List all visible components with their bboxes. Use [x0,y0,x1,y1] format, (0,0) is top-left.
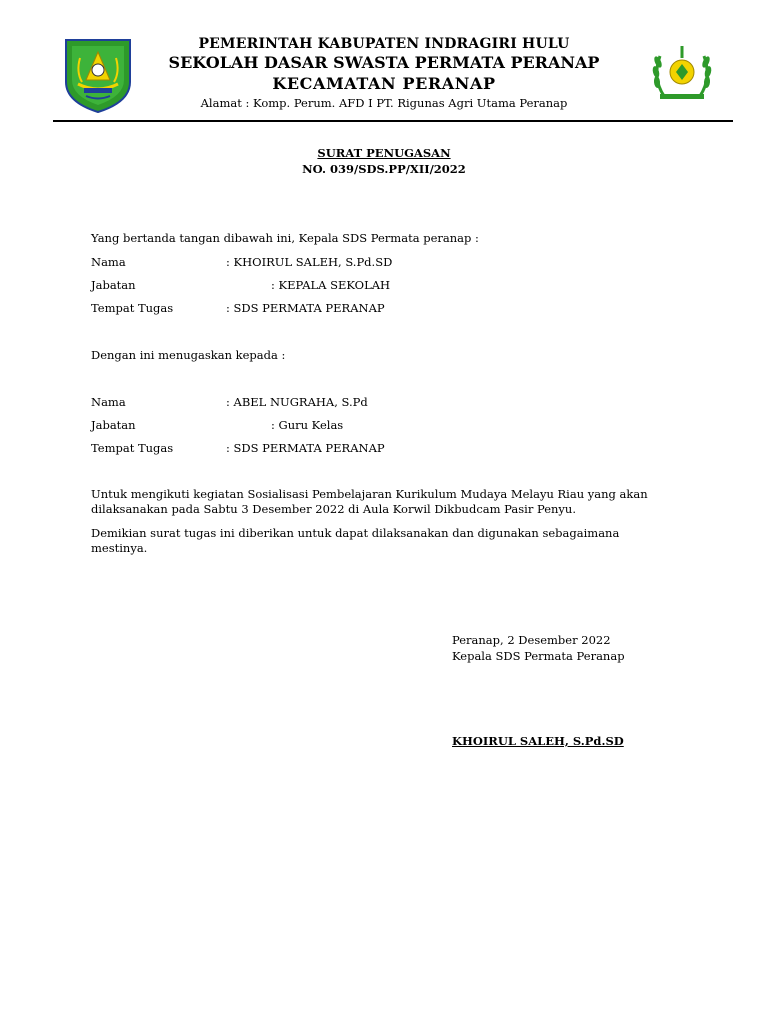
purpose-text-line1: Untuk mengikuti kegiatan Sosialisasi Pembelajaran Kurikulum Mudaya Melayu Riau yang akan [91,487,648,501]
signer-place-label: Tempat Tugas [91,301,174,315]
signer-name-label: Nama [91,255,126,269]
letter-title: SURAT PENUGASAN [317,146,451,160]
assignee-name-label: Nama [91,395,126,409]
school-address: Alamat : Komp. Perum. AFD I PT. Rigunas Agri Utama Peranap [200,96,568,110]
signer-name-value: : KHOIRUL SALEH, S.Pd.SD [226,255,393,269]
signature-place-date: Peranap, 2 Desember 2022 [452,633,611,647]
letterhead-divider [53,120,733,122]
assignee-place-value: : SDS PERMATA PERANAP [226,441,385,455]
assignee-name-value: : ABEL NUGRAHA, S.Pd [226,395,368,409]
letter-number: NO. 039/SDS.PP/XII/2022 [302,162,466,176]
closing-text-line1: Demikian surat tugas ini diberikan untuk dapat dilaksanakan dan digunakan sebagaimana [91,526,620,540]
government-name: PEMERINTAH KABUPATEN INDRAGIRI HULU [198,36,570,52]
school-name: SEKOLAH DASAR SWASTA PERMATA PERANAP [168,53,600,72]
signature-role: Kepala SDS Permata Peranap [452,649,625,663]
signer-position-label: Jabatan [91,278,136,292]
intro-text: Yang bertanda tangan dibawah ini, Kepala SDS Permata peranap : [91,231,479,245]
purpose-text-line2: dilaksanakan pada Sabtu 3 Desember 2022 di Aula Korwil Dikbudcam Pasir Penyu. [91,502,576,516]
district-name: KECAMATAN PERANAP [272,74,496,93]
assign-intro-text: Dengan ini menugaskan kepada : [91,348,286,362]
assignee-place-label: Tempat Tugas [91,441,174,455]
assignee-position-label: Jabatan [91,418,136,432]
signer-position-value: : KEPALA SEKOLAH [271,278,391,292]
closing-text-line2: mestinya. [91,541,148,555]
signature-name: KHOIRUL SALEH, S.Pd.SD [452,734,624,748]
signer-place-value: : SDS PERMATA PERANAP [226,301,385,315]
assignee-position-value: : Guru Kelas [271,418,344,432]
